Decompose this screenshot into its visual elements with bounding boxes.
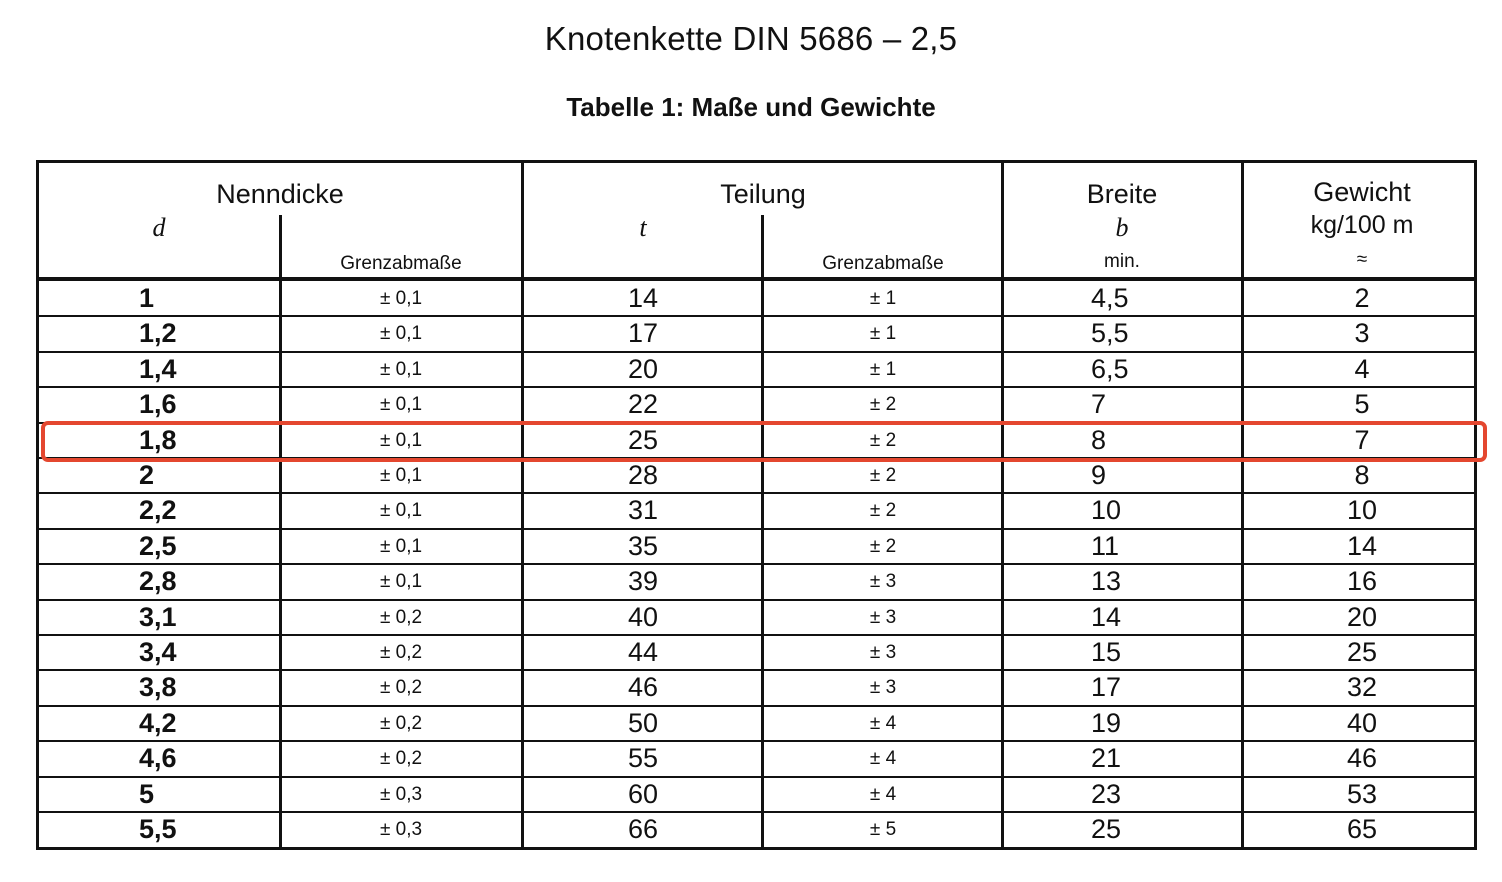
teilung-value: 17 — [627, 318, 659, 349]
teilung-value: 14 — [627, 283, 659, 313]
teilung-tolerance: ± 3 — [869, 571, 897, 593]
header-d-symbol: d — [152, 213, 166, 242]
teilung-value: 66 — [627, 814, 659, 844]
nenndicke-tolerance: ± 0,3 — [379, 783, 423, 805]
teilung-value: 60 — [627, 778, 659, 809]
gewicht-value: 65 — [1346, 814, 1378, 844]
table-row — [39, 670, 1474, 705]
nenndicke-value: 2,2 — [139, 495, 177, 526]
gewicht-value: 14 — [1346, 530, 1378, 561]
table-row — [39, 777, 1474, 812]
nenndicke-value: 1,6 — [139, 389, 177, 420]
gewicht-value: 7 — [1354, 424, 1370, 455]
teilung-tolerance: ± 2 — [869, 429, 897, 451]
teilung-tolerance: ± 1 — [869, 323, 897, 345]
teilung-value: 25 — [627, 424, 659, 455]
teilung-tolerance: ± 2 — [869, 500, 897, 522]
nenndicke-value: 5,5 — [139, 814, 177, 844]
gewicht-value: 40 — [1346, 707, 1378, 738]
teilung-tolerance: ± 5 — [869, 819, 897, 840]
header-breite: Breite — [1086, 179, 1158, 209]
teilung-tolerance: ± 3 — [869, 677, 897, 699]
table-row — [39, 316, 1474, 351]
table-row — [39, 281, 1474, 316]
nenndicke-tolerance: ± 0,1 — [379, 394, 423, 416]
breite-value: 5,5 — [1091, 318, 1129, 349]
header-gewicht-unit: kg/100 m — [1310, 211, 1414, 239]
teilung-value: 22 — [627, 389, 659, 420]
nenndicke-tolerance: ± 0,2 — [379, 748, 423, 770]
nenndicke-value: 2,5 — [139, 530, 177, 561]
teilung-value: 46 — [627, 672, 659, 703]
nenndicke-tolerance: ± 0,1 — [379, 288, 423, 309]
header-gewicht-approx: ≈ — [1356, 249, 1368, 270]
breite-value: 23 — [1091, 778, 1122, 809]
teilung-value: 55 — [627, 743, 659, 774]
teilung-tolerance: ± 3 — [869, 642, 897, 663]
breite-value: 21 — [1091, 743, 1122, 774]
gewicht-value: 46 — [1346, 743, 1378, 774]
breite-value: 19 — [1091, 707, 1122, 738]
nenndicke-tolerance: ± 0,3 — [379, 819, 423, 840]
gewicht-value: 10 — [1346, 495, 1378, 526]
table-row — [39, 352, 1474, 387]
header-t-tolerance: Grenzabmaße — [822, 253, 944, 274]
nenndicke-value: 3,8 — [139, 672, 177, 703]
nenndicke-value: 3,1 — [139, 601, 177, 632]
teilung-tolerance: ± 4 — [869, 712, 897, 734]
table-caption: Tabelle 1: Maße und Gewichte — [566, 92, 936, 122]
breite-value: 6,5 — [1091, 353, 1129, 384]
teilung-tolerance: ± 4 — [869, 748, 897, 770]
teilung-tolerance: ± 2 — [869, 535, 897, 557]
teilung-value: 50 — [627, 707, 659, 738]
document-title: Knotenkette DIN 5686 – 2,5 — [544, 20, 958, 57]
nenndicke-value: 1 — [139, 283, 155, 313]
nenndicke-tolerance: ± 0,1 — [379, 465, 423, 486]
nenndicke-tolerance: ± 0,1 — [379, 429, 423, 451]
table-row — [39, 600, 1474, 635]
breite-value: 7 — [1091, 389, 1107, 420]
breite-value: 13 — [1091, 566, 1122, 597]
teilung-tolerance: ± 1 — [869, 358, 897, 380]
nenndicke-tolerance: ± 0,1 — [379, 358, 423, 380]
header-d-tolerance: Grenzabmaße — [340, 253, 462, 274]
gewicht-value: 20 — [1346, 601, 1378, 632]
gewicht-value: 5 — [1354, 389, 1370, 420]
teilung-value: 31 — [627, 495, 659, 526]
teilung-tolerance: ± 2 — [869, 465, 897, 486]
teilung-value: 20 — [627, 353, 659, 384]
header-breite-min: min. — [1104, 251, 1140, 272]
nenndicke-value: 1,2 — [139, 318, 177, 349]
table-row — [39, 387, 1474, 422]
nenndicke-value: 4,2 — [139, 707, 177, 738]
breite-value: 11 — [1091, 530, 1120, 561]
table-row — [39, 493, 1474, 528]
table-row — [39, 706, 1474, 741]
teilung-value: 28 — [627, 460, 659, 490]
gewicht-value: 16 — [1346, 566, 1378, 597]
nenndicke-tolerance: ± 0,1 — [379, 571, 423, 593]
nenndicke-tolerance: ± 0,2 — [379, 642, 423, 663]
teilung-value: 44 — [627, 637, 659, 667]
teilung-tolerance: ± 1 — [869, 288, 897, 309]
header-nenndicke: Nenndicke — [216, 179, 344, 209]
gewicht-value: 53 — [1346, 778, 1378, 809]
header-gewicht: Gewicht — [1313, 177, 1411, 207]
nenndicke-tolerance: ± 0,1 — [379, 500, 423, 522]
breite-value: 14 — [1091, 601, 1122, 632]
nenndicke-value: 1,4 — [139, 353, 177, 384]
breite-value: 4,5 — [1091, 283, 1129, 313]
gewicht-value: 8 — [1354, 460, 1370, 490]
teilung-value: 40 — [627, 601, 659, 632]
header-teilung: Teilung — [720, 179, 806, 209]
table-row — [39, 564, 1474, 599]
header-b-symbol: b — [1115, 213, 1129, 242]
table-row — [39, 529, 1474, 564]
breite-value: 17 — [1091, 672, 1122, 703]
breite-value: 8 — [1091, 424, 1107, 455]
teilung-tolerance: ± 2 — [869, 394, 897, 416]
breite-value: 25 — [1091, 814, 1122, 844]
table-row — [39, 812, 1474, 847]
nenndicke-value: 3,4 — [139, 637, 177, 667]
nenndicke-tolerance: ± 0,1 — [379, 535, 423, 557]
dimensions-table — [36, 160, 1477, 850]
header-t-symbol: t — [639, 213, 647, 242]
nenndicke-tolerance: ± 0,2 — [379, 712, 423, 734]
gewicht-value: 4 — [1354, 353, 1370, 384]
nenndicke-value: 2 — [139, 460, 155, 490]
table-row — [39, 458, 1474, 493]
nenndicke-tolerance: ± 0,1 — [379, 323, 423, 345]
nenndicke-value: 1,8 — [139, 424, 177, 455]
teilung-tolerance: ± 3 — [869, 606, 897, 628]
nenndicke-value: 4,6 — [139, 743, 177, 774]
gewicht-value: 25 — [1346, 637, 1378, 667]
highlight-box — [41, 421, 1487, 462]
nenndicke-tolerance: ± 0,2 — [379, 677, 423, 699]
breite-value: 15 — [1091, 637, 1122, 667]
gewicht-value: 32 — [1346, 672, 1378, 703]
table-row — [39, 741, 1474, 776]
nenndicke-tolerance: ± 0,2 — [379, 606, 423, 628]
teilung-value: 35 — [627, 530, 659, 561]
nenndicke-value: 5 — [139, 778, 155, 809]
teilung-tolerance: ± 4 — [869, 783, 897, 805]
gewicht-value: 3 — [1354, 318, 1370, 349]
table-row — [39, 635, 1474, 670]
gewicht-value: 2 — [1354, 283, 1370, 313]
teilung-value: 39 — [627, 566, 659, 597]
breite-value: 10 — [1091, 495, 1122, 526]
nenndicke-value: 2,8 — [139, 566, 177, 597]
breite-value: 9 — [1091, 460, 1107, 490]
